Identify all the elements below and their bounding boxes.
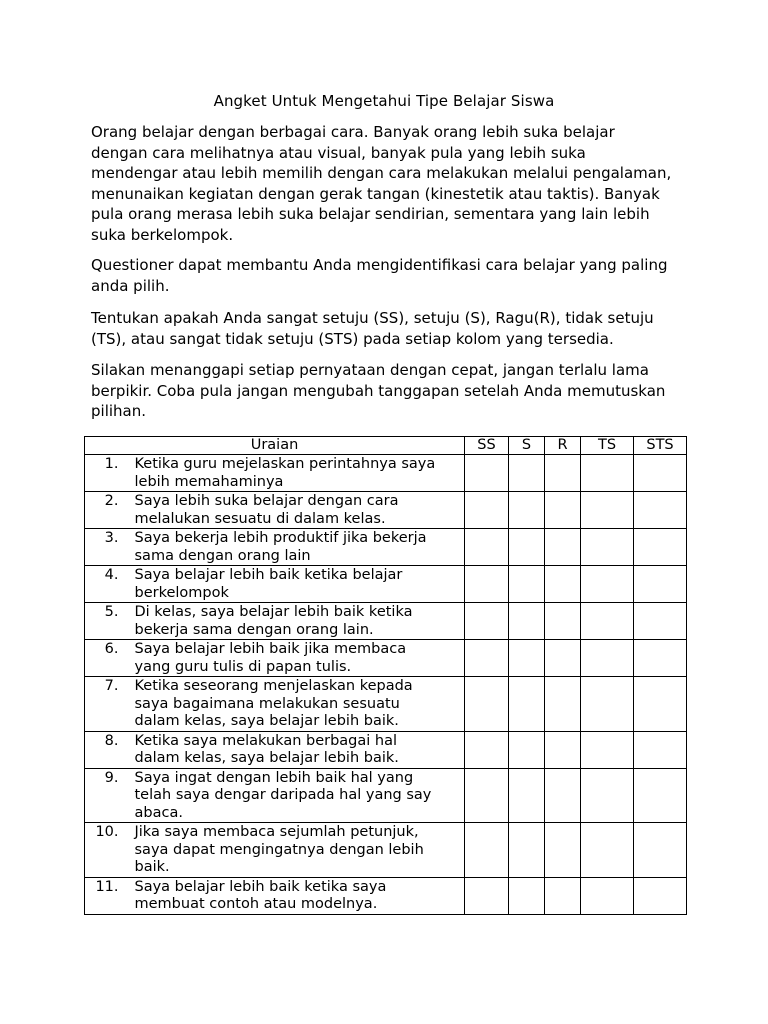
header-uraian: Uraian xyxy=(85,437,465,455)
response-cell-r[interactable] xyxy=(545,603,581,640)
item-statement: Saya bekerja lebih produktif jika bekerja sama dengan orang lain xyxy=(131,529,465,566)
response-cell-r[interactable] xyxy=(545,529,581,566)
response-cell-ts[interactable] xyxy=(581,566,634,603)
response-cell-ss[interactable] xyxy=(465,603,509,640)
response-cell-ss[interactable] xyxy=(465,677,509,732)
response-cell-ts[interactable] xyxy=(581,768,634,823)
response-cell-s[interactable] xyxy=(509,823,545,878)
header-sts: STS xyxy=(634,437,687,455)
item-number: 8. xyxy=(85,731,131,768)
response-cell-sts[interactable] xyxy=(634,603,687,640)
response-cell-r[interactable] xyxy=(545,455,581,492)
header-s: S xyxy=(509,437,545,455)
response-cell-s[interactable] xyxy=(509,603,545,640)
item-statement: Saya belajar lebih baik ketika belajar berkelompok xyxy=(131,566,465,603)
response-cell-r[interactable] xyxy=(545,877,581,914)
header-ss: SS xyxy=(465,437,509,455)
response-cell-s[interactable] xyxy=(509,640,545,677)
response-cell-sts[interactable] xyxy=(634,731,687,768)
table-row xyxy=(85,768,687,823)
response-cell-ts[interactable] xyxy=(581,731,634,768)
item-statement: Ketika guru mejelaskan perintahnya saya lebih memahaminya xyxy=(131,455,465,492)
response-cell-s[interactable] xyxy=(509,677,545,732)
response-guidance-paragraph: Silakan menanggapi setiap pernyataan dengan cepat, jangan terlalu lama berpikir. Coba pula jangan mengubah tanggapan setelah Anda memutuskan pilihan. xyxy=(91,361,666,420)
table-row xyxy=(85,492,687,529)
survey-table xyxy=(84,436,687,915)
response-cell-ss[interactable] xyxy=(465,768,509,823)
response-cell-r[interactable] xyxy=(545,640,581,677)
item-statement: Saya belajar lebih baik ketika saya membuat contoh atau modelnya. xyxy=(131,877,465,914)
response-cell-s[interactable] xyxy=(509,492,545,529)
response-cell-s[interactable] xyxy=(509,731,545,768)
response-cell-sts[interactable] xyxy=(634,677,687,732)
response-cell-s[interactable] xyxy=(509,529,545,566)
response-cell-s[interactable] xyxy=(509,566,545,603)
table-row xyxy=(85,566,687,603)
response-cell-ss[interactable] xyxy=(465,640,509,677)
response-cell-ss[interactable] xyxy=(465,455,509,492)
response-cell-r[interactable] xyxy=(545,768,581,823)
item-number: 6. xyxy=(85,640,131,677)
item-number: 2. xyxy=(85,492,131,529)
response-cell-r[interactable] xyxy=(545,823,581,878)
response-cell-ss[interactable] xyxy=(465,529,509,566)
table-row xyxy=(85,677,687,732)
response-cell-sts[interactable] xyxy=(634,455,687,492)
response-cell-r[interactable] xyxy=(545,677,581,732)
response-cell-sts[interactable] xyxy=(634,877,687,914)
response-cell-ts[interactable] xyxy=(581,877,634,914)
response-cell-sts[interactable] xyxy=(634,492,687,529)
response-cell-s[interactable] xyxy=(509,877,545,914)
table-row xyxy=(85,731,687,768)
item-number: 4. xyxy=(85,566,131,603)
header-ts: TS xyxy=(581,437,634,455)
response-cell-sts[interactable] xyxy=(634,823,687,878)
table-row xyxy=(85,877,687,914)
response-cell-ss[interactable] xyxy=(465,877,509,914)
item-number: 9. xyxy=(85,768,131,823)
item-number: 11. xyxy=(85,877,131,914)
response-cell-s[interactable] xyxy=(509,768,545,823)
response-cell-sts[interactable] xyxy=(634,768,687,823)
response-cell-sts[interactable] xyxy=(634,640,687,677)
table-row xyxy=(85,529,687,566)
item-number: 10. xyxy=(85,823,131,878)
table-row xyxy=(85,455,687,492)
response-cell-ts[interactable] xyxy=(581,677,634,732)
item-statement: Saya lebih suka belajar dengan cara melalukan sesuatu di dalam kelas. xyxy=(131,492,465,529)
response-cell-ss[interactable] xyxy=(465,731,509,768)
response-cell-ts[interactable] xyxy=(581,640,634,677)
document-title: Angket Untuk Mengetahui Tipe Belajar Siswa xyxy=(213,92,555,110)
response-cell-ss[interactable] xyxy=(465,492,509,529)
survey-body xyxy=(85,455,687,915)
response-cell-sts[interactable] xyxy=(634,566,687,603)
table-row xyxy=(85,640,687,677)
intro-paragraph: Orang belajar dengan berbagai cara. Banyak orang lebih suka belajar dengan cara melihatnya atau visual, banyak pula yang lebih suka mendengar atau lebih memilih dengan cara melakukan melalui pengalaman, menunaikan kegiatan dengan gerak tangan (kinestetik atau taktis). Banyak pula orang merasa lebih suka belajar sendirian, sementara yang lain lebih suka berkelompok. xyxy=(91,123,672,244)
response-cell-ss[interactable] xyxy=(465,823,509,878)
response-cell-s[interactable] xyxy=(509,455,545,492)
survey-header-row xyxy=(85,437,687,455)
response-cell-ss[interactable] xyxy=(465,566,509,603)
response-cell-ts[interactable] xyxy=(581,529,634,566)
response-cell-ts[interactable] xyxy=(581,603,634,640)
item-statement: Saya belajar lebih baik jika membaca yang guru tulis di papan tulis. xyxy=(131,640,465,677)
header-r: R xyxy=(545,437,581,455)
instructions-paragraph: Tentukan apakah Anda sangat setuju (SS), setuju (S), Ragu(R), tidak setuju (TS), atau sangat tidak setuju (STS) pada setiap kolom yang tersedia. xyxy=(91,309,654,348)
item-number: 7. xyxy=(85,677,131,732)
table-row xyxy=(85,823,687,878)
item-statement: Saya ingat dengan lebih baik hal yang telah saya dengar daripada hal yang say abaca. xyxy=(131,768,465,823)
item-statement: Di kelas, saya belajar lebih baik ketika bekerja sama dengan orang lain. xyxy=(131,603,465,640)
response-cell-r[interactable] xyxy=(545,492,581,529)
response-cell-r[interactable] xyxy=(545,731,581,768)
response-cell-ts[interactable] xyxy=(581,823,634,878)
response-cell-sts[interactable] xyxy=(634,529,687,566)
response-cell-ts[interactable] xyxy=(581,455,634,492)
table-row xyxy=(85,603,687,640)
item-number: 1. xyxy=(85,455,131,492)
item-number: 5. xyxy=(85,603,131,640)
item-number: 3. xyxy=(85,529,131,566)
item-statement: Ketika saya melakukan berbagai hal dalam kelas, saya belajar lebih baik. xyxy=(131,731,465,768)
response-cell-ts[interactable] xyxy=(581,492,634,529)
item-statement: Ketika seseorang menjelaskan kepada saya bagaimana melakukan sesuatu dalam kelas, saya belajar lebih baik. xyxy=(131,677,465,732)
item-statement: Jika saya membaca sejumlah petunjuk, saya dapat mengingatnya dengan lebih baik. xyxy=(131,823,465,878)
purpose-paragraph: Questioner dapat membantu Anda mengidentifikasi cara belajar yang paling anda pilih. xyxy=(91,256,668,295)
response-cell-r[interactable] xyxy=(545,566,581,603)
